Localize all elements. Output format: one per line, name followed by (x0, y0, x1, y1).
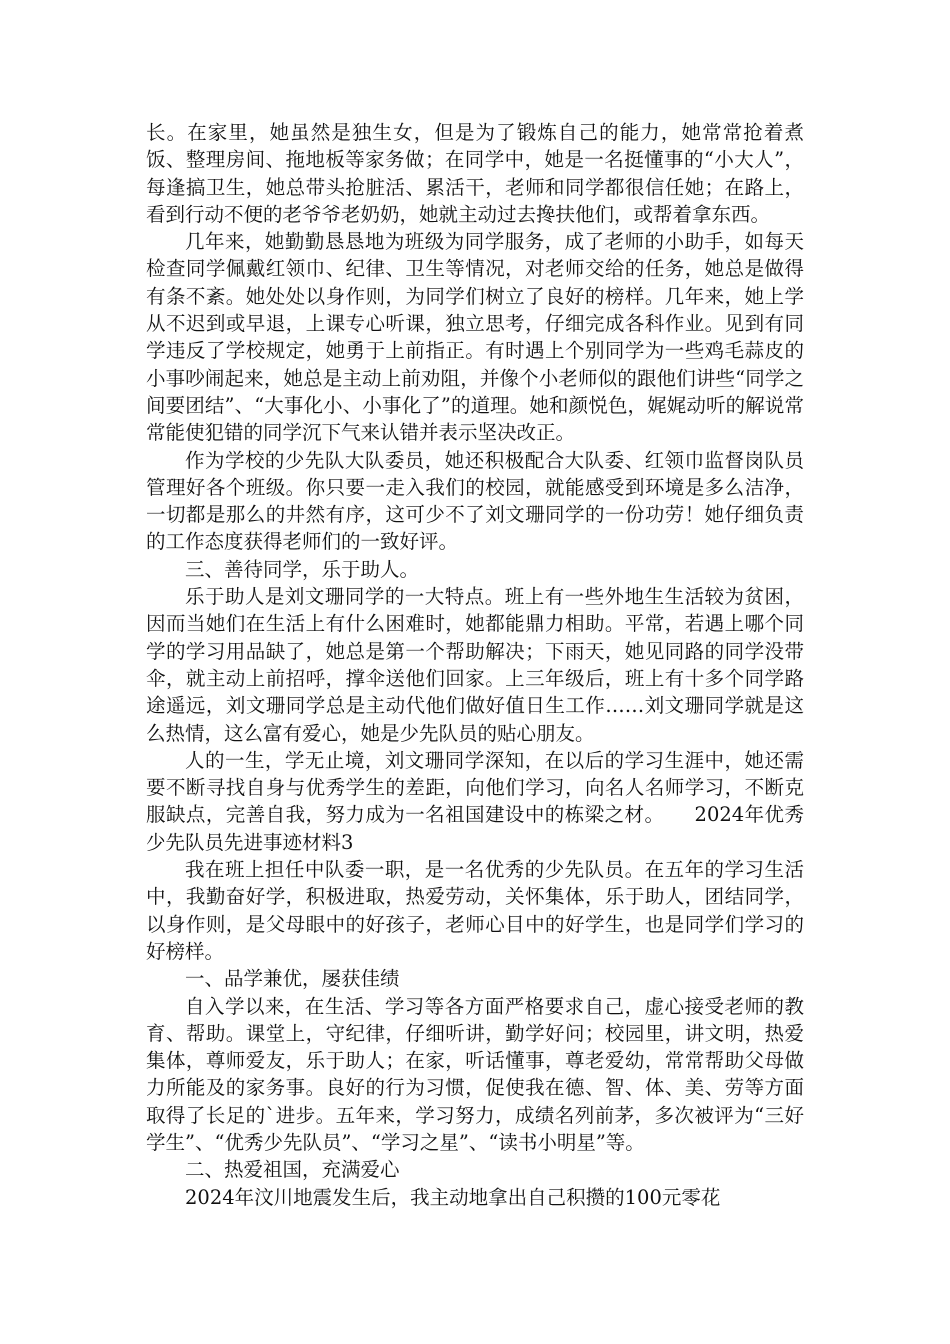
paragraph-7: 自入学以来，在生活、学习等各方面严格要求自己，虚心接受老师的教育、帮助。课堂上，守纪律，仔细听讲，勤学好问；校园里，讲文明，热爱集体，尊师爱友，乐于助人；在家，听话懂事，尊老爱幼，常常帮助父母做力所能及的家务事。良好的行为习惯，促使我在德、智、体、美、劳等方面取得了长足的`进步。五年来，学习努力，成绩名列前茅，多次被评为“三好学生”、“优秀少先队员”、“学习之星”、“读书小明星”等。 (146, 994, 804, 1154)
paragraph-6: 我在班上担任中队委一职，是一名优秀的少先队员。在五年的学习生活中，我勤奋好学，积极进取，热爱劳动，关怀集体，乐于助人，团结同学，以身作则，是父母眼中的好孩子，老师心目中的好学生，也是同学们学习的好榜样。 (146, 858, 804, 963)
paragraph-5: 人的一生，学无止境，刘文珊同学深知，在以后的学习生涯中，她还需要不断寻找自身与优秀学生的差距，向他们学习，向名人名师学习，不断克服缺点，完善自我，努力成为一名祖国建设中的栋梁之材。 2024年优秀少先队员先进事迹材料3 (146, 748, 804, 854)
paragraph-3: 作为学校的少先队大队委员，她还积极配合大队委、红领巾监督岗队员管理好各个班级。你只要一走入我们的校园，就能感受到环境是多么洁净，一切都是那么的井然有序，这可少不了刘文珊同学的一份功劳！她仔细负责的工作态度获得老师们的一致好评。 (146, 448, 804, 554)
paragraph-4: 乐于助人是刘文珊同学的一大特点。班上有一些外地生生活较为贫困，因而当她们在生活上有什么困难时，她都能鼎力相助。平常，若遇上哪个同学的学习用品缺了，她总是第一个帮助解决；下雨天，她见同路的同学没带伞，就主动上前招呼，撑伞送他们回家。上三年级后，班上有十多个同学路途遥远，刘文珊同学总是主动代他们做好值日生工作……刘文珊同学就是这么热情，这么富有爱心，她是少先队员的贴心朋友。 (146, 585, 804, 745)
section-heading-3: 三、善待同学，乐于助人。 (185, 557, 420, 581)
paragraph-8: 2024年汶川地震发生后，我主动地拿出自己积攒的100元零花 (185, 1185, 721, 1209)
section-heading-2: 二、热爱祖国，充满爱心 (185, 1158, 400, 1182)
document-body (146, 119, 804, 1211)
section-heading-1: 一、品学兼优，屡获佳绩 (185, 967, 400, 991)
paragraph-2: 几年来，她勤勤恳恳地为班级为同学服务，成了老师的小助手，如每天检查同学佩戴红领巾、纪律、卫生等情况，对老师交给的任务，她总是做得有条不紊。她处处以身作则，为同学们树立了良好的榜样。几年来，她上学从不迟到或早退，上课专心听课，独立思考，仔细完成各科作业。见到有同学违反了学校规定，她勇于上前指正。有时遇上个别同学为一些鸡毛蒜皮的小事吵闹起来，她总是主动上前劝阻，并像个小老师似的跟他们讲些“同学之间要团结”、“大事化小、小事化了”的道理。她和颜悦色，娓娓动听的解说常常能使犯错的同学沉下气来认错并表示坚决改正。 (146, 230, 804, 445)
paragraph-1: 长。在家里，她虽然是独生女，但是为了锻炼自己的能力，她常常抢着煮饭、整理房间、拖地板等家务做；在同学中，她是一名挺懂事的“小大人”，每逢搞卫生，她总带头抢脏活、累活干，老师和同学都很信任她；在路上，看到行动不便的老爷爷老奶奶，她就主动过去搀扶他们，或帮着拿东西。 (146, 121, 804, 226)
